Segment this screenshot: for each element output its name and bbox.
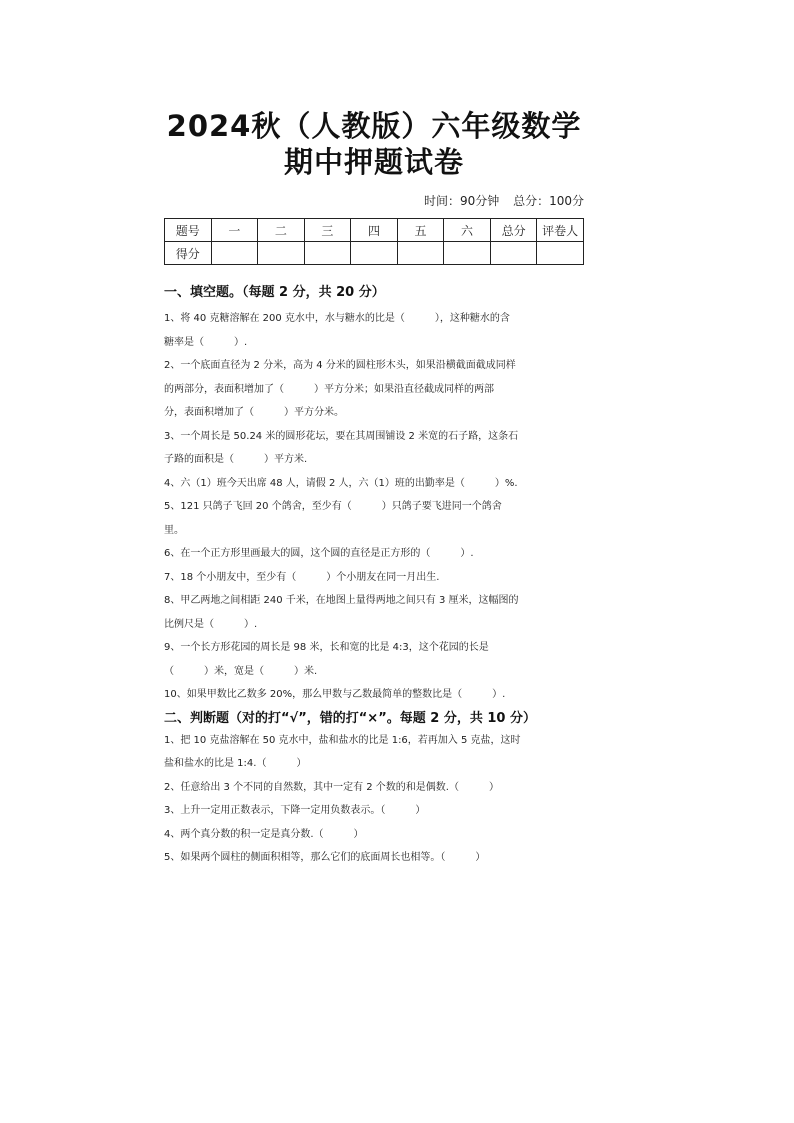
question-line: 3、一个周长是 50.24 米的圆形花坛，要在其周围铺设 2 米宽的石子路，这条石 <box>164 430 519 442</box>
question-line: 10、如果甲数比乙数多 20%，那么甲数与乙数最简单的整数比是（ ）. <box>164 689 506 700</box>
question-line: 2、任意给出 3 个不同的自然数，其中一定有 2 个数的和是偶数.（ ） <box>164 781 499 793</box>
score-row-label: 得分 <box>165 242 212 265</box>
question-line: 盐和盐水的比是 1:4.（ ） <box>164 758 307 769</box>
question-line: 5、121 只鸽子飞回 20 个鸽舍，至少有（ ）只鸽子要飞进同一个鸽舍 <box>164 501 502 512</box>
score-table-score-row <box>165 242 584 265</box>
score-cell[interactable] <box>490 242 537 265</box>
question-line: 4、两个真分数的积一定是真分数.（ ） <box>164 828 364 840</box>
question-line: 7、18 个小朋友中，至少有（ ）个小朋友在同一月出生. <box>164 571 440 583</box>
question-line: （ ）米，宽是（ ）米. <box>164 665 318 677</box>
score-cell[interactable] <box>304 242 351 265</box>
score-header-cell: 总分 <box>490 219 537 242</box>
score-cell[interactable] <box>211 242 258 265</box>
score-cell[interactable] <box>397 242 444 265</box>
score-cell[interactable] <box>537 242 584 265</box>
score-header-cell: 四 <box>351 219 398 242</box>
question-line: 的两部分，表面积增加了（ ）平方分米；如果沿直径截成同样的两部 <box>164 383 494 395</box>
score-cell[interactable] <box>444 242 491 265</box>
question-line: 子路的面积是（ ）平方米. <box>164 454 308 465</box>
section-title: 二、判断题（对的打“√”，错的打“×”。每题 2 分，共 10 分） <box>164 710 536 726</box>
score-header-cell: 题号 <box>165 219 212 242</box>
question-line: 分，表面积增加了（ ）平方分米。 <box>164 407 344 418</box>
question-line: 1、将 40 克糖溶解在 200 克水中，水与糖水的比是（ ），这种糖水的含 <box>164 313 510 324</box>
score-header-cell: 一 <box>211 219 258 242</box>
exam-subtitle: 期中押题试卷 <box>283 145 464 179</box>
section-title: 一、填空题。（每题 2 分，共 20 分） <box>164 285 385 300</box>
question-line: 3、上升一定用正数表示，下降一定用负数表示。（ ） <box>164 805 426 816</box>
score-header-cell: 五 <box>397 219 444 242</box>
exam-meta <box>164 192 584 210</box>
question-line: 1、把 10 克盐溶解在 50 克水中，盐和盐水的比是 1:6，若再加入 5 克盐，这时 <box>164 734 521 746</box>
question-line: 比例尺是（ ）. <box>164 618 258 630</box>
score-header-cell: 三 <box>304 219 351 242</box>
score-table <box>164 218 584 265</box>
score-cell[interactable] <box>258 242 305 265</box>
question-line: 6、在一个正方形里画最大的圆，这个圆的直径是正方形的（ ）. <box>164 548 474 559</box>
score-table-header-row <box>165 219 584 242</box>
question-line: 2、一个底面直径为 2 分米，高为 4 分米的圆柱形木头，如果沿横截面截成同样 <box>164 360 516 371</box>
question-line: 里。 <box>164 524 184 536</box>
score-header-cell: 评卷人 <box>537 219 584 242</box>
question-line: 9、一个长方形花园的周长是 98 米，长和宽的比是 4:3，这个花园的长是 <box>164 642 489 653</box>
score-header-cell: 二 <box>258 219 305 242</box>
time-limit: 时间：90分钟 <box>423 194 500 208</box>
question-line: 糖率是（ ）. <box>164 336 248 348</box>
exam-title: 2024秋（人教版）六年级数学 <box>166 109 582 143</box>
question-line: 5、如果两个圆柱的侧面积相等，那么它们的底面周长也相等。（ ） <box>164 852 486 863</box>
question-line: 4、六（1）班今天出席 48 人，请假 2 人，六（1）班的出勤率是（ ）%. <box>164 477 518 489</box>
question-line: 8、甲乙两地之间相距 240 千米，在地图上量得两地之间只有 3 厘米，这幅图的 <box>164 595 519 606</box>
score-cell[interactable] <box>351 242 398 265</box>
exam-page <box>164 100 584 870</box>
score-header-cell: 六 <box>444 219 491 242</box>
fill-in-section <box>164 283 584 707</box>
true-false-section <box>164 709 584 870</box>
total-score: 总分：100分 <box>513 194 584 208</box>
